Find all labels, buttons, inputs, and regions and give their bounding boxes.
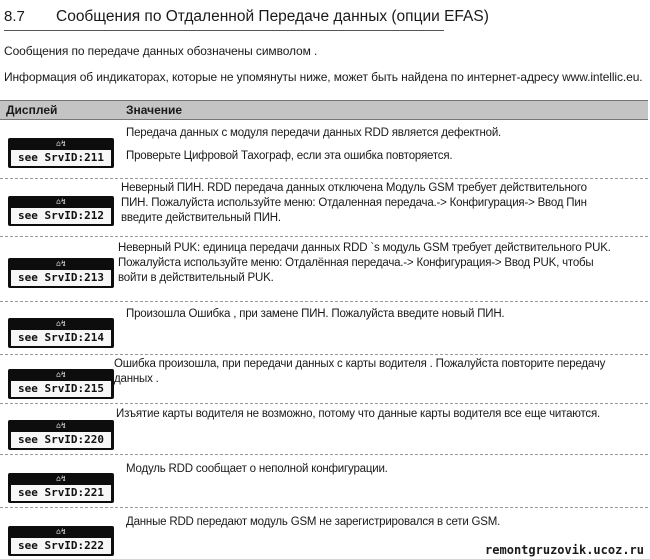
lcd-symbol-icon: ⌂↯ bbox=[56, 421, 66, 430]
row-description: Ошибка произошла, при передачи данных с карты водителя . Пожалуйста повторите передачу данных . bbox=[114, 358, 606, 385]
lcd-symbol-icon: ⌂↯ bbox=[56, 370, 66, 379]
header-meaning: Значение bbox=[126, 103, 183, 117]
lcd-symbol-icon: ⌂↯ bbox=[56, 139, 66, 148]
table-row bbox=[0, 120, 648, 179]
lcd-symbol-icon: ⌂↯ bbox=[56, 474, 66, 483]
table-row bbox=[0, 302, 648, 355]
lcd-display bbox=[8, 138, 114, 168]
lcd-code: see SrvID:221 bbox=[11, 485, 111, 501]
section-title: Сообщения по Отдаленной Передаче данных (опции EFAS) bbox=[56, 8, 489, 25]
lcd-symbol-icon: ⌂↯ bbox=[56, 319, 66, 328]
row-description: Данные RDD передают модуль GSM не зарегистрировался в сети GSM. bbox=[126, 516, 501, 528]
watermark: remontgruzovik.ucoz.ru bbox=[485, 543, 644, 557]
table-row bbox=[0, 455, 648, 508]
lcd-display bbox=[8, 318, 114, 348]
section-heading bbox=[4, 8, 489, 31]
lcd-code: see SrvID:213 bbox=[11, 270, 111, 286]
lcd-code: see SrvID:215 bbox=[11, 381, 111, 397]
row-description: Неверный PUK: единица передачи данных RDD `s модуль GSM требует действительного PUK. Пожалуйста используйте меню: Отдалённая передача.-> Конфигурация-> Ввод PUK, чтобы войти в действительный PUK. bbox=[118, 242, 611, 284]
lcd-display bbox=[8, 473, 114, 503]
lcd-code: see SrvID:211 bbox=[11, 150, 111, 166]
lcd-code: see SrvID:212 bbox=[11, 208, 111, 224]
intro-line-2: Информация об индикаторах, которые не упомянуты ниже, может быть найдена по интернет-адресу www.intellic.eu. bbox=[4, 70, 643, 84]
table-row bbox=[0, 179, 648, 237]
lcd-display bbox=[8, 196, 114, 226]
table-row bbox=[0, 355, 648, 404]
header-display: Дисплей bbox=[6, 103, 58, 117]
row-description: Произошла Ошибка , при замене ПИН. Пожалуйста введите новый ПИН. bbox=[126, 308, 505, 320]
lcd-symbol-icon: ⌂↯ bbox=[56, 527, 66, 536]
intro-line-1: Сообщения по передаче данных обозначены символом . bbox=[4, 44, 318, 58]
table-row bbox=[0, 237, 648, 302]
row-description: Неверный ПИН. RDD передача данных отключена Модуль GSM требует действительного ПИН. Пожалуйста используйте меню: Отдаленная передача.-> Конфигурация-> Ввод Пин введите действительный ПИН. bbox=[121, 182, 587, 224]
lcd-display bbox=[8, 258, 114, 288]
lcd-display bbox=[8, 369, 114, 399]
row-description: Модуль RDD сообщает о неполной конфигурации. bbox=[126, 463, 388, 475]
section-number: 8.7 bbox=[4, 8, 25, 25]
lcd-display bbox=[8, 420, 114, 450]
lcd-code: see SrvID:214 bbox=[11, 330, 111, 346]
lcd-display bbox=[8, 526, 114, 556]
row-description: Изъятие карты водителя не возможно, потому что данные карты водителя все еще читаются. bbox=[116, 408, 600, 420]
lcd-code: see SrvID:220 bbox=[11, 432, 111, 448]
lcd-code: see SrvID:222 bbox=[11, 538, 111, 554]
table-header bbox=[0, 100, 648, 120]
lcd-symbol-icon: ⌂↯ bbox=[56, 259, 66, 268]
table-row bbox=[0, 404, 648, 455]
lcd-symbol-icon: ⌂↯ bbox=[56, 197, 66, 206]
row-description: Передача данных с модуля передачи данных RDD является дефектной. Проверьте Цифровой Тахограф, если эта ошибка повторяется. bbox=[126, 127, 502, 162]
